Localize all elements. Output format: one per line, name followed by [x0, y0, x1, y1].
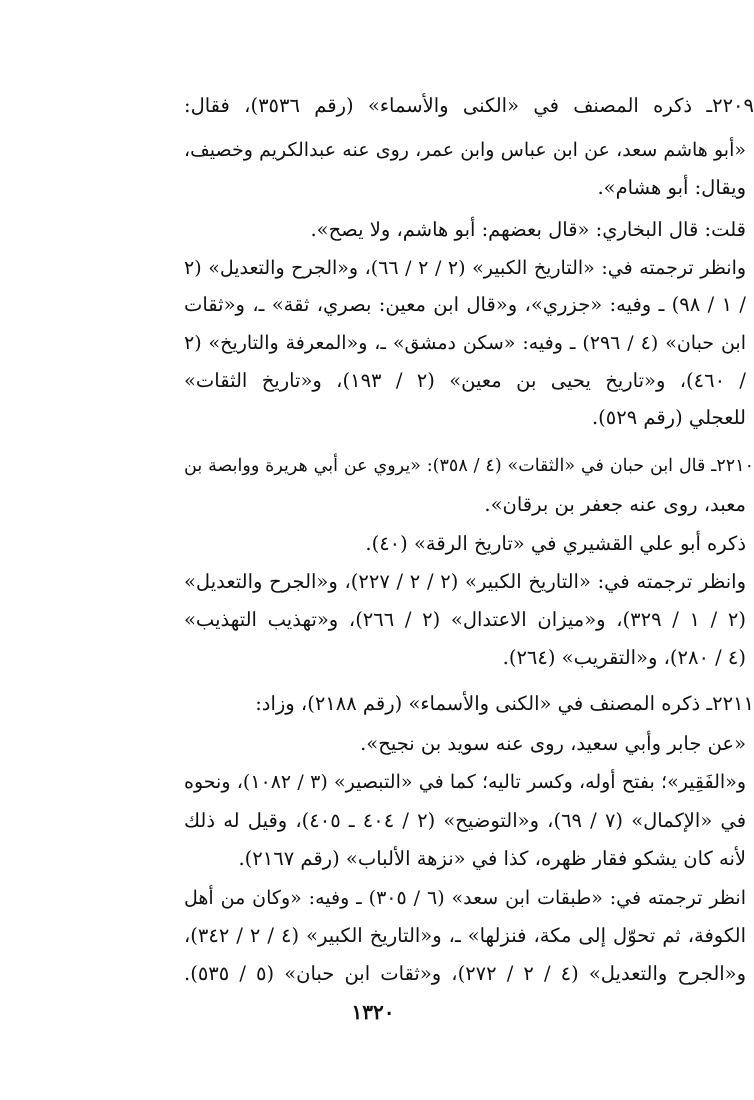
page-number: ١٣٢٠	[351, 1000, 395, 1024]
text-line: في «الإكمال» (٧ / ٦٩)، و«التوضيح» (٢ / ٤٠٤ ـ ٤٠٥)، وقيل له ذلك	[184, 809, 747, 832]
text-line: و«الجرح والتعديل» (٤ / ٢ / ٢٧٢)، و«ثقات ابن حبان» (٥ / ٥٣٥).	[184, 962, 747, 985]
entry-heading-line: ٢٢٠٩ـ ذكره المصنف في «الكنى والأسماء» (رقم ٣٥٣٦)، فقال:	[184, 94, 754, 117]
text-line: الكوفة، ثم تحوّل إلى مكة، فنزلها» ـ، و«التاريخ الكبير» (٤ / ٢ / ٣٤٢)،	[184, 924, 746, 947]
text-line: «أبو هاشم سعد، عن ابن عباس وابن عمر، روى عنه عبدالكريم وخصيف،	[184, 139, 746, 161]
text-line: وانظر ترجمته في: «التاريخ الكبير» (٢ / ٢ / ٢٢٧)، و«الجرح والتعديل»	[184, 570, 747, 593]
text-line: ابن حبان» (٤ / ٢٩٦) ـ وفيه: «سكن دمشق» ـ، و«المعرفة والتاريخ» (٢	[184, 332, 746, 354]
text-line: / ١ / ٩٨) ـ وفيه: «جزري»، و«قال ابن معين: بصري، ثقة» ـ، و«ثقات	[184, 293, 746, 316]
text-line: «عن جابر وأبي سعيد، روى عنه سويد بن نجيح».	[360, 732, 746, 755]
text-line: لأنه كان يشكو فقار ظهره، كذا في «نزهة الألباب» (رقم ٢١٦٧).	[238, 847, 746, 870]
entry-heading-line: ٢٢١١ـ ذكره المصنف في «الكنى والأسماء» (رقم ٢١٨٨)، وزاد:	[255, 692, 754, 715]
text-line: / ٤٦٠)، و«تاريخ يحيى بن معين» (٢ / ١٩٣)، و«تاريخ الثقات»	[184, 369, 746, 392]
text-line: (٤ / ٢٨٠)، و«التقريب» (٢٦٤).	[502, 646, 746, 669]
text-line: انظر ترجمته في: «طبقات ابن سعد» (٦ / ٣٠٥) ـ وفيه: «وكان من أهل	[184, 887, 746, 909]
text-line: قلت: قال البخاري: «قال بعضهم: أبو هاشم، ولا يصح».	[310, 218, 746, 241]
text-line: (٢ / ١ / ٣٢٩)، و«ميزان الاعتدال» (٢ / ٢٦٦)، و«تهذيب التهذيب»	[184, 608, 746, 631]
text-line: ذكره أبو علي القشيري في «تاريخ الرقة» (٤٠).	[365, 532, 746, 555]
text-line: معبد، روى عنه جعفر بن برقان».	[484, 493, 746, 516]
text-line: و«الفَقِير»؛ بفتح أوله، وكسر تاليه؛ كما في «التبصير» (٣ / ١٠٨٢)، ونحوه	[184, 771, 746, 793]
text-line: ويقال: أبو هشام».	[597, 176, 746, 199]
entry-heading-line: ٢٢١٠ـ قال ابن حبان في «الثقات» (٤ / ٣٥٨): «يروي عن أبي هريرة ووابصة بن	[184, 456, 754, 476]
text-line: وانظر ترجمته في: «التاريخ الكبير» (٢ / ٢ / ٦٦)، و«الجرح والتعديل» (٢	[184, 257, 747, 279]
text-line: للعجلي (رقم ٥٢٩).	[591, 406, 746, 429]
